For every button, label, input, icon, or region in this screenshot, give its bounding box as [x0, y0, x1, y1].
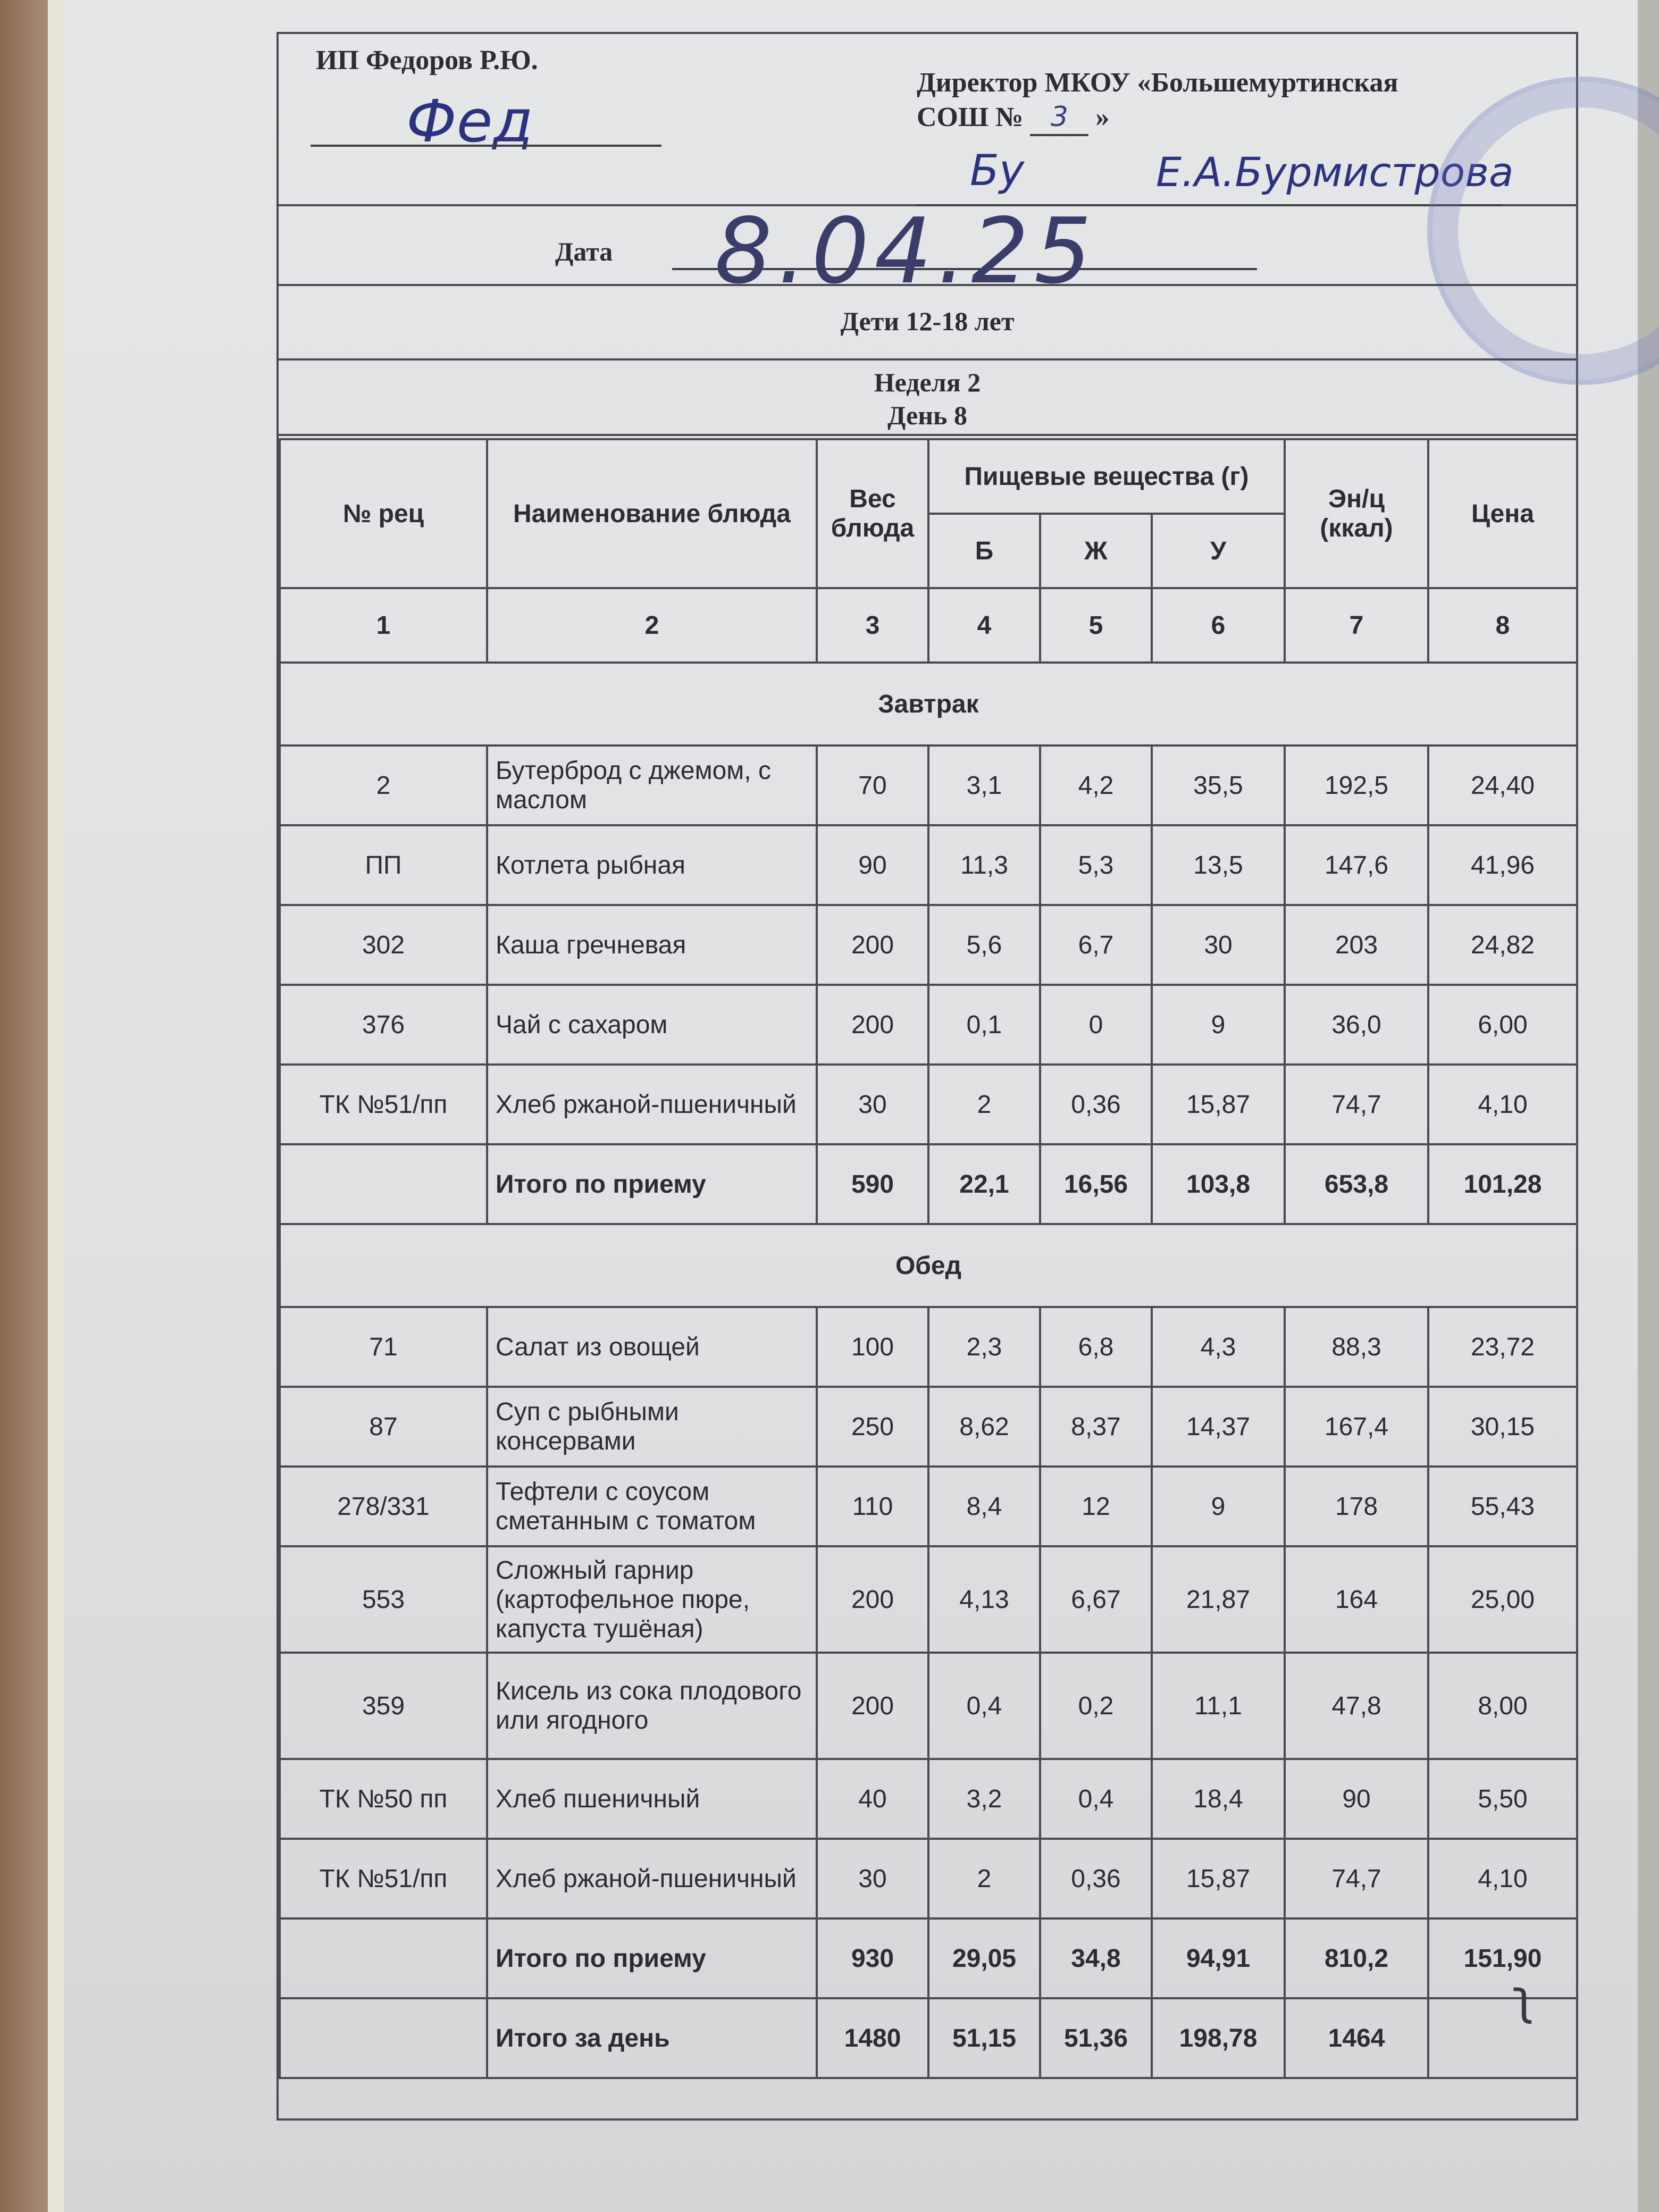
sheet-edge	[48, 0, 64, 2212]
energy: 192,5	[1285, 745, 1428, 825]
dish-name: Кисель из сока плодового или ягодного	[487, 1653, 817, 1759]
table-row	[280, 1467, 1577, 1546]
price: 30,15	[1428, 1387, 1577, 1467]
protein: 11,3	[928, 825, 1040, 905]
protein: 8,4	[928, 1467, 1040, 1546]
energy: 1464	[1285, 1998, 1428, 2078]
carbs: 35,5	[1152, 745, 1285, 825]
col-number: 5	[1040, 588, 1152, 663]
col-number: 4	[928, 588, 1040, 663]
energy: 90	[1285, 1759, 1428, 1839]
lunch-title: Обед	[280, 1224, 1577, 1307]
date-value: 8.04.25	[715, 199, 1097, 304]
protein: 4,13	[928, 1546, 1040, 1653]
table-row	[280, 1839, 1577, 1918]
breakfast-total-row	[280, 1144, 1577, 1224]
recipe-no: 2	[280, 745, 487, 825]
weight: 200	[817, 1653, 928, 1759]
weight: 90	[817, 825, 928, 905]
price: 4,10	[1428, 1065, 1577, 1144]
protein: 0,4	[928, 1653, 1040, 1759]
recipe-no: 376	[280, 985, 487, 1065]
col-number: 8	[1428, 588, 1577, 663]
dish-name: Тефтели с соусом сметанным с томатом	[487, 1467, 817, 1546]
protein: 29,05	[928, 1918, 1040, 1998]
price: 6,00	[1428, 985, 1577, 1065]
col-dish-name: Наименование блюда	[487, 439, 817, 588]
price: 23,72	[1428, 1307, 1577, 1387]
dish-name: Сложный гарнир (картофельное пюре, капуста тушёная)	[487, 1546, 817, 1653]
energy: 74,7	[1285, 1839, 1428, 1918]
fat: 8,37	[1040, 1387, 1152, 1467]
carbs: 198,78	[1152, 1998, 1285, 2078]
carbs: 15,87	[1152, 1839, 1285, 1918]
dish-name: Каша гречневая	[487, 905, 817, 985]
col-number: 6	[1152, 588, 1285, 663]
price: 8,00	[1428, 1653, 1577, 1759]
fat: 0	[1040, 985, 1152, 1065]
director-signature-name: Е.А.Бурмистрова	[1156, 148, 1514, 196]
carbs: 11,1	[1152, 1653, 1285, 1759]
price: 55,43	[1428, 1467, 1577, 1546]
col-number: 7	[1285, 588, 1428, 663]
table-row	[280, 825, 1577, 905]
header-row	[280, 439, 1577, 514]
price: 41,96	[1428, 825, 1577, 905]
day-total-label: Итого за день	[487, 1998, 817, 2078]
approval-header	[279, 34, 1576, 206]
energy: 810,2	[1285, 1918, 1428, 1998]
weight: 110	[817, 1467, 928, 1546]
lunch-total-row	[280, 1918, 1577, 1998]
protein: 8,62	[928, 1387, 1040, 1467]
date-row	[279, 199, 1576, 304]
protein: 3,1	[928, 745, 1040, 825]
fat: 4,2	[1040, 745, 1152, 825]
table-row	[280, 1307, 1577, 1387]
dish-name: Хлеб пшеничный	[487, 1759, 817, 1839]
fat: 6,67	[1040, 1546, 1152, 1653]
total-label: Итого по приему	[487, 1918, 817, 1998]
price: 25,00	[1428, 1546, 1577, 1653]
week-day	[279, 361, 1576, 436]
weight: 200	[817, 1546, 928, 1653]
price	[1428, 1998, 1577, 2078]
weight: 100	[817, 1307, 928, 1387]
weight: 1480	[817, 1998, 928, 2078]
table-row	[280, 1653, 1577, 1759]
director-title	[917, 66, 1555, 136]
weight: 200	[817, 985, 928, 1065]
dish-name: Хлеб ржаной-пшеничный	[487, 1839, 817, 1918]
energy: 88,3	[1285, 1307, 1428, 1387]
carbs: 94,91	[1152, 1918, 1285, 1998]
recipe-no: ПП	[280, 825, 487, 905]
dish-name: Салат из овощей	[487, 1307, 817, 1387]
protein: 22,1	[928, 1144, 1040, 1224]
column-number-row	[280, 588, 1577, 663]
price: 4,10	[1428, 1839, 1577, 1918]
week-label: Неделя 2	[874, 367, 981, 397]
table-row	[280, 1546, 1577, 1653]
empty-cell	[280, 1918, 487, 1998]
carbs: 14,37	[1152, 1387, 1285, 1467]
col-number: 3	[817, 588, 928, 663]
weight: 70	[817, 745, 928, 825]
supplier-signature-line	[311, 145, 661, 147]
recipe-no: ТК №51/пп	[280, 1065, 487, 1144]
carbs: 18,4	[1152, 1759, 1285, 1839]
protein: 3,2	[928, 1759, 1040, 1839]
total-label: Итого по приему	[487, 1144, 817, 1224]
fat: 6,8	[1040, 1307, 1152, 1387]
fat: 34,8	[1040, 1918, 1152, 1998]
col-nutrients: Пищевые вещества (г)	[928, 439, 1285, 514]
protein: 5,6	[928, 905, 1040, 985]
col-carbs: У	[1152, 514, 1285, 588]
table-row	[280, 905, 1577, 985]
breakfast-title: Завтрак	[280, 663, 1577, 745]
protein: 0,1	[928, 985, 1040, 1065]
fat: 16,56	[1040, 1144, 1152, 1224]
dish-name: Суп с рыбными консервами	[487, 1387, 817, 1467]
energy: 203	[1285, 905, 1428, 985]
fat: 0,4	[1040, 1759, 1152, 1839]
energy: 47,8	[1285, 1653, 1428, 1759]
director-title-line2	[917, 100, 1555, 136]
empty-cell	[280, 1998, 487, 2078]
fat: 12	[1040, 1467, 1152, 1546]
recipe-no: 553	[280, 1546, 487, 1653]
energy: 74,7	[1285, 1065, 1428, 1144]
protein: 2,3	[928, 1307, 1040, 1387]
director-signature: Бу	[970, 146, 1025, 195]
col-price: Цена	[1428, 439, 1577, 588]
energy: 36,0	[1285, 985, 1428, 1065]
empty-cell	[280, 1144, 487, 1224]
age-group: Дети 12-18 лет	[279, 284, 1576, 361]
weight: 930	[817, 1918, 928, 1998]
pen-mark: ʅ	[1512, 1970, 1535, 2025]
protein: 51,15	[928, 1998, 1040, 2078]
price: 5,50	[1428, 1759, 1577, 1839]
carbs: 30	[1152, 905, 1285, 985]
carbs: 103,8	[1152, 1144, 1285, 1224]
col-protein: Б	[928, 514, 1040, 588]
table-row	[280, 1387, 1577, 1467]
protein: 2	[928, 1839, 1040, 1918]
menu-table	[279, 438, 1578, 2079]
carbs: 4,3	[1152, 1307, 1285, 1387]
price: 24,40	[1428, 745, 1577, 825]
table-row	[280, 1759, 1577, 1839]
col-number: 1	[280, 588, 487, 663]
weight: 590	[817, 1144, 928, 1224]
recipe-no: 87	[280, 1387, 487, 1467]
fat: 0,36	[1040, 1065, 1152, 1144]
table-row	[280, 1065, 1577, 1144]
col-number: 2	[487, 588, 817, 663]
supplier-title: ИП Федоров Р.Ю.	[316, 45, 538, 76]
school-prefix: СОШ №	[917, 102, 1024, 132]
protein: 2	[928, 1065, 1040, 1144]
price: 24,82	[1428, 905, 1577, 985]
day-label: День 8	[887, 400, 967, 430]
director-title-line1: Директор МКОУ «Большемуртинская	[917, 68, 1398, 98]
carbs: 15,87	[1152, 1065, 1285, 1144]
day-total-row	[280, 1998, 1577, 2078]
recipe-no: 71	[280, 1307, 487, 1387]
energy: 164	[1285, 1546, 1428, 1653]
recipe-no: 302	[280, 905, 487, 985]
carbs: 13,5	[1152, 825, 1285, 905]
energy: 178	[1285, 1467, 1428, 1546]
fat: 51,36	[1040, 1998, 1152, 2078]
menu-document	[276, 32, 1578, 2121]
carbs: 9	[1152, 985, 1285, 1065]
dish-name: Хлеб ржаной-пшеничный	[487, 1065, 817, 1144]
supplier-signature: Фед	[406, 87, 533, 155]
fat: 0,36	[1040, 1839, 1152, 1918]
energy: 167,4	[1285, 1387, 1428, 1467]
breakfast-section-row	[280, 663, 1577, 745]
fat: 6,7	[1040, 905, 1152, 985]
fat: 0,2	[1040, 1653, 1152, 1759]
weight: 200	[817, 905, 928, 985]
school-suffix: »	[1095, 102, 1110, 132]
price: 101,28	[1428, 1144, 1577, 1224]
lunch-section-row	[280, 1224, 1577, 1307]
recipe-no: 278/331	[280, 1467, 487, 1546]
recipe-no: ТК №51/пп	[280, 1839, 487, 1918]
energy: 653,8	[1285, 1144, 1428, 1224]
date-label: Дата	[555, 237, 613, 266]
weight: 40	[817, 1759, 928, 1839]
fat: 5,3	[1040, 825, 1152, 905]
table-row	[280, 745, 1577, 825]
col-energy: Эн/ц (ккал)	[1285, 439, 1428, 588]
price: 151,90	[1428, 1918, 1577, 1998]
weight: 250	[817, 1387, 928, 1467]
col-weight: Вес блюда	[817, 439, 928, 588]
recipe-no: 359	[280, 1653, 487, 1759]
carbs: 9	[1152, 1467, 1285, 1546]
dish-name: Чай с сахаром	[487, 985, 817, 1065]
carbs: 21,87	[1152, 1546, 1285, 1653]
col-fat: Ж	[1040, 514, 1152, 588]
weight: 30	[817, 1839, 928, 1918]
col-recipe-no: № рец	[280, 439, 487, 588]
dish-name: Котлета рыбная	[487, 825, 817, 905]
energy: 147,6	[1285, 825, 1428, 905]
recipe-no: ТК №50 пп	[280, 1759, 487, 1839]
weight: 30	[817, 1065, 928, 1144]
school-number: 3	[1030, 100, 1088, 136]
table-row	[280, 985, 1577, 1065]
dish-name: Бутерброд с джемом, с маслом	[487, 745, 817, 825]
